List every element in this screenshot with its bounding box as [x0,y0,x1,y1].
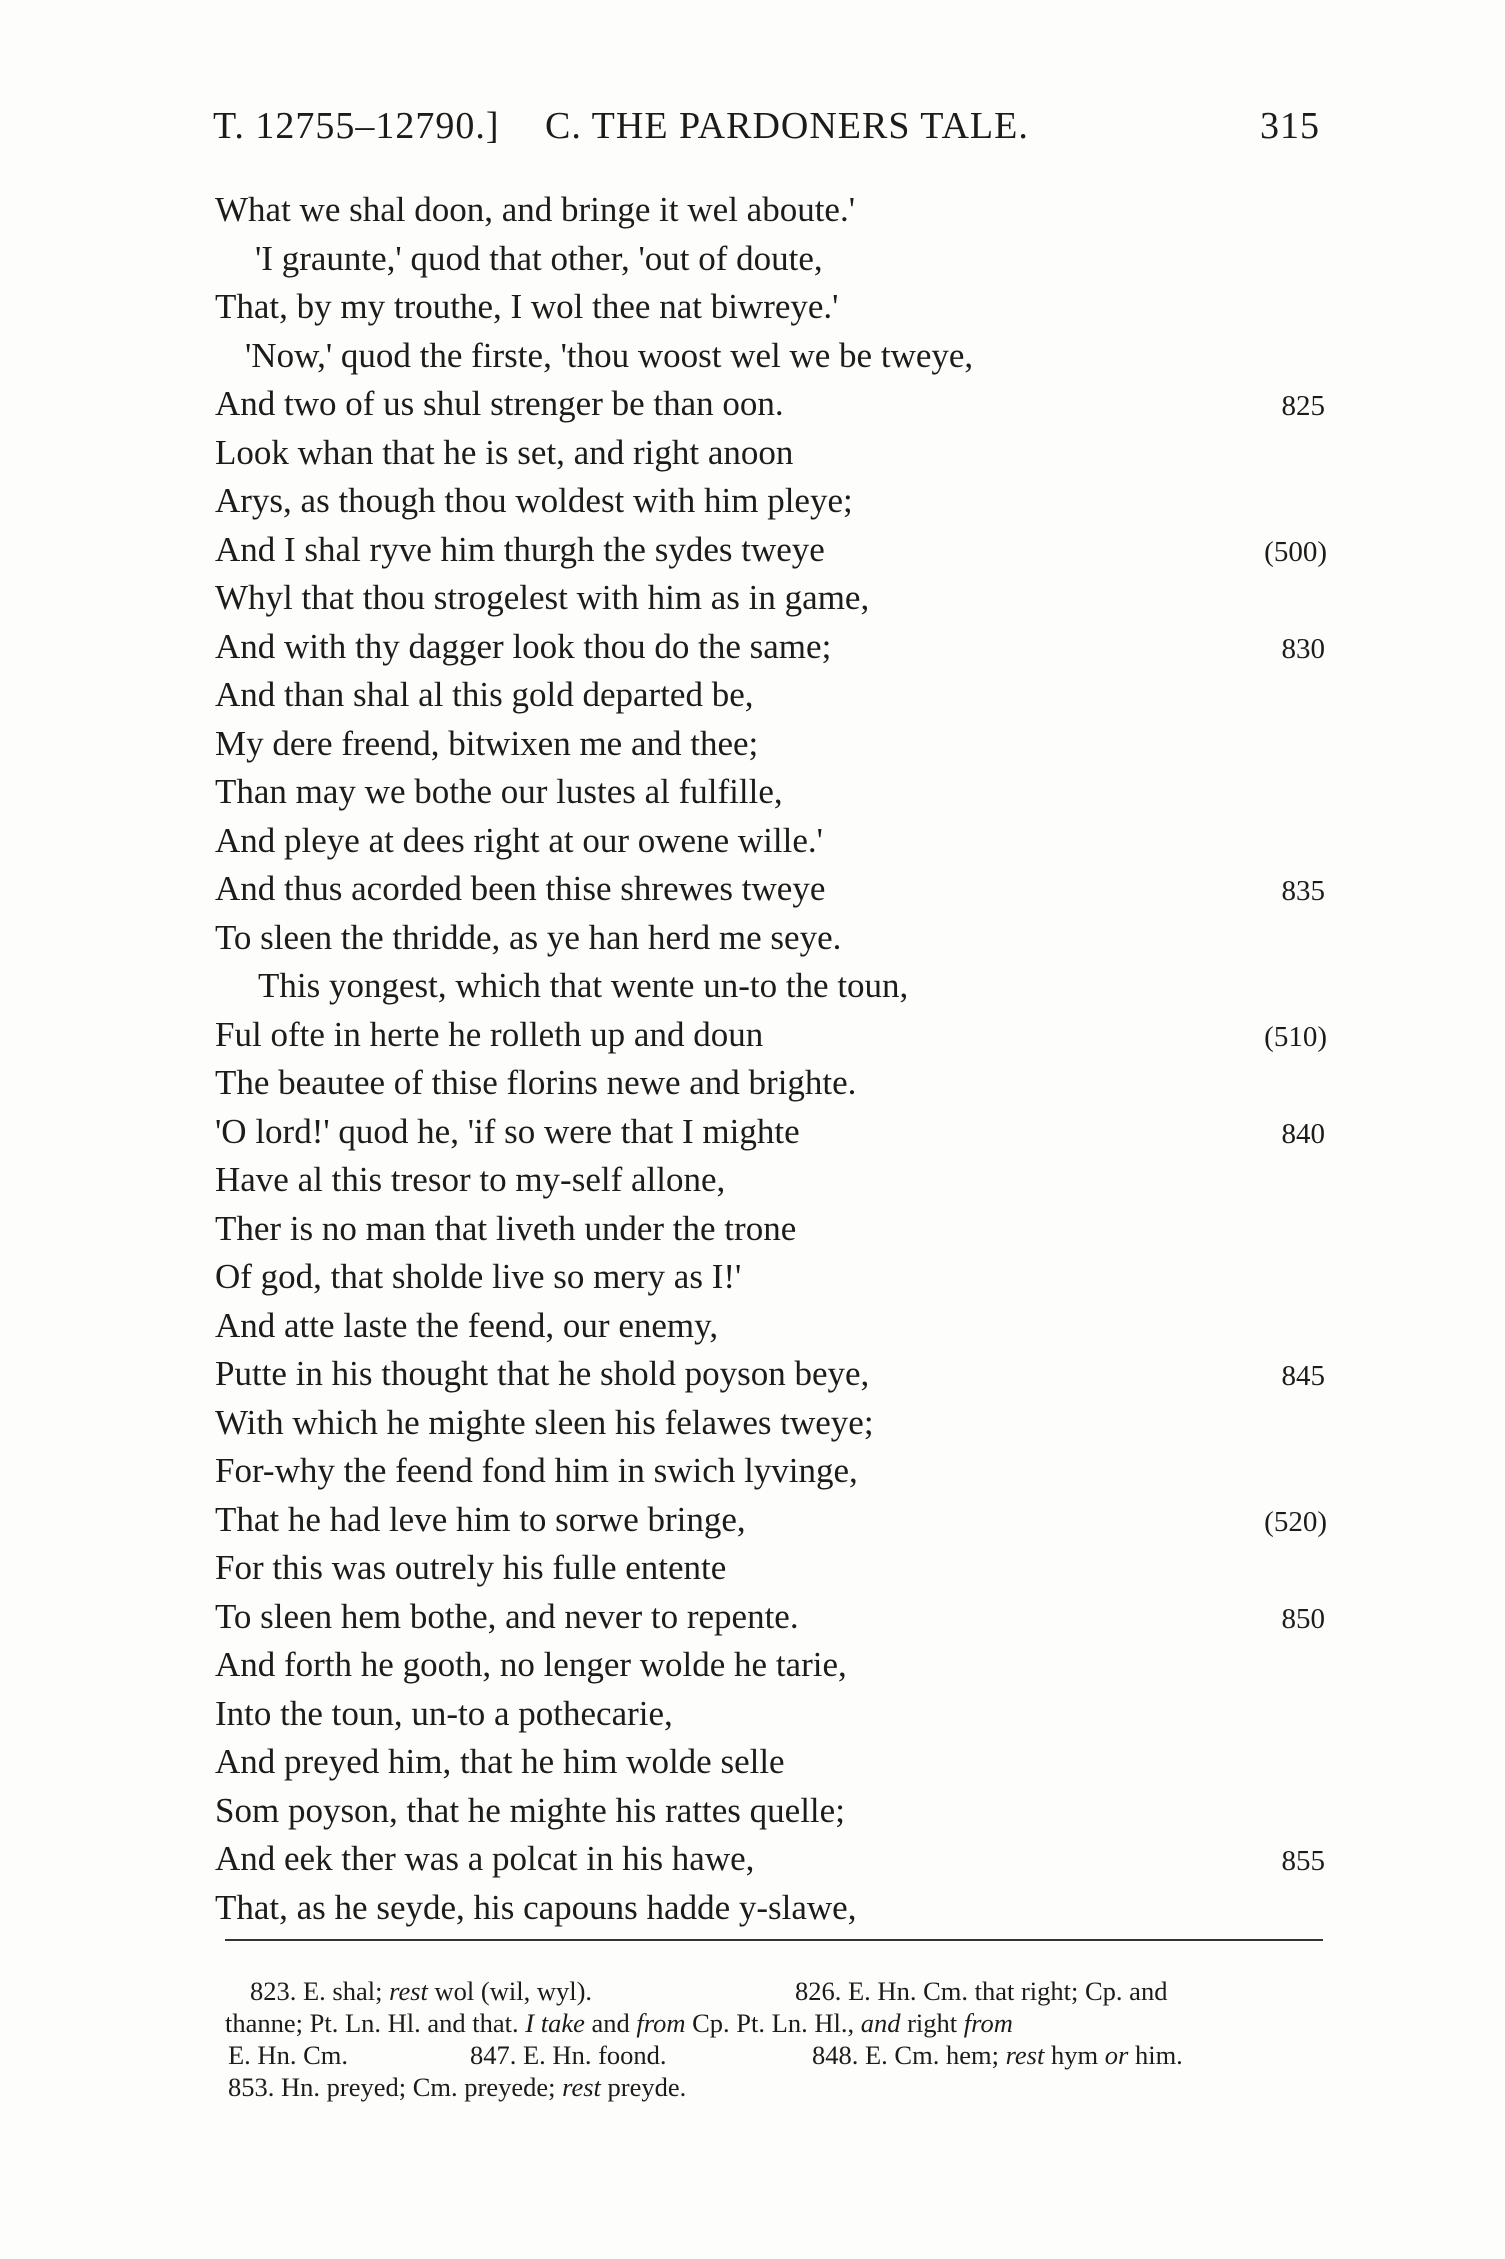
verse-text: And forth he gooth, no lenger wolde he tarie, [215,1645,847,1684]
verse-line [0,1255,1505,1304]
footnote-divider [225,1939,1323,1941]
line-number: 855 [1281,1845,1325,1877]
page-number: 315 [1260,105,1320,147]
verse-text: That, by my trouthe, I wol thee nat biwreye.' [215,287,839,326]
line-number: 850 [1281,1602,1325,1635]
verse-text: My dere freend, bitwixen me and thee; [215,723,759,763]
line-number: 830 [1281,632,1325,665]
verse-text: Putte in his thought that he shold poyson beye, [215,1354,870,1393]
verse-line [0,1061,1505,1110]
verse-text: And with thy dagger look thou do the same; [215,626,832,666]
verse-line [0,1595,1505,1644]
verse-line [0,576,1505,625]
verse-line [0,1886,1505,1935]
footnote-line: thanne; Pt. Ln. Hl. and that. I take and from Cp. Pt. Ln. Hl., and right from [225,2008,1013,2038]
verse-line [0,1449,1505,1498]
line-number: 825 [1281,390,1325,422]
verse-text: Ful ofte in herte he rolleth up and doun [215,1014,764,1054]
verse-line [0,1692,1505,1741]
verse-line [0,1110,1505,1159]
verse-line [0,1352,1505,1401]
verse-text: Ther is no man that liveth under the trone [215,1208,797,1248]
verse-text: And than shal al this gold departed be, [215,675,754,714]
verse-line [0,1158,1505,1207]
verse-text: 'Now,' quod the firste, 'thou woost wel we be tweye, [245,335,974,375]
verse-line [0,1789,1505,1838]
verse-text: And eek ther was a polcat in his hawe, [215,1839,755,1878]
verse-line [0,1740,1505,1789]
verse-text: And I shal ryve him thurgh the sydes tweye [215,529,825,569]
verse-line [0,188,1505,237]
verse-text: Som poyson, that he mighte his rattes quelle; [215,1790,845,1830]
verse-line [0,1837,1505,1886]
verse-text: Into the toun, un-to a pothecarie, [215,1693,673,1733]
footnotes [0,1975,1505,2103]
verse-text: 'O lord!' quod he, 'if so were that I mighte [215,1111,800,1151]
page-title: C. THE PARDONERS TALE. [545,105,1029,147]
verse-line [0,1643,1505,1692]
verse-line [0,528,1505,577]
line-number: (500) [1264,535,1327,568]
verse-text: 'I graunte,' quod that other, 'out of doute, [255,238,823,278]
verse-line [0,1498,1505,1547]
verse-text: Look whan that he is set, and right anoon [215,432,794,472]
verse-line [0,964,1505,1013]
verse-text: Arys, as though thou woldest with him pleye; [215,481,853,520]
verse-line [0,1401,1505,1450]
line-number: (520) [1264,1505,1327,1538]
verse-text: That, as he seyde, his capouns hadde y-slawe, [215,1887,857,1927]
verse-text: For-why the feend fond him in swich lyvinge, [215,1451,858,1490]
verse-line [0,1207,1505,1256]
verse-line [0,625,1505,674]
line-reference: T. 12755–12790.] [213,105,500,147]
verse-text: The beautee of thise florins newe and brighte. [215,1063,857,1102]
verse-line [0,431,1505,480]
verse-text: Have al this tresor to my-self allone, [215,1160,726,1199]
verse-line [0,770,1505,819]
verse-text: To sleen the thridde, as ye han herd me seye. [215,917,842,957]
verse-text: For this was outrely his fulle entente [215,1548,727,1587]
verse-text: That he had leve him to sorwe bringe, [215,1499,746,1539]
verse-line [0,382,1505,431]
footnote-line: 853. Hn. preyed; Cm. preyede; rest preyde. [228,2072,687,2102]
running-header [213,104,1320,154]
verse-text: And pleye at dees right at our owene wille.' [215,820,823,860]
verse-text: This yongest, which that wente un-to the toun, [258,966,909,1005]
verse-line [0,819,1505,868]
verse-line [0,867,1505,916]
verse-text: And preyed him, that he him wolde selle [215,1742,785,1781]
line-number: 845 [1281,1360,1325,1392]
line-number: (510) [1264,1020,1327,1053]
verse-text: Of god, that sholde live so mery as I!' [215,1257,742,1296]
footnote-line: 823. E. shal; rest wol (wil, wyl). 826. E. Hn. Cm. that right; Cp. and [250,1976,1168,2006]
verse-line [0,1013,1505,1062]
verse-line [0,1546,1505,1595]
footnote-line: E. Hn. Cm. 847. E. Hn. foond. 848. E. Cm. hem; rest hym or him. [228,2040,1183,2070]
verse-line [0,237,1505,286]
line-number: 835 [1281,875,1325,907]
verse-line [0,334,1505,383]
verse-text: To sleen hem bothe, and never to repente. [215,1596,799,1636]
verse-text: Than may we bothe our lustes al fulfille, [215,772,783,811]
verse-text: And two of us shul strenger be than oon. [215,384,784,423]
verse-line [0,916,1505,965]
verse-text: Whyl that thou strogelest with him as in game, [215,578,870,617]
verse-text: What we shal doon, and bringe it wel aboute.' [215,190,856,229]
line-number: 840 [1281,1117,1325,1150]
verse-line [0,479,1505,528]
verse-text: With which he mighte sleen his felawes tweye; [215,1402,874,1442]
verse-line [0,1304,1505,1353]
verse-line [0,722,1505,771]
verse-line [0,673,1505,722]
verse-text: And atte laste the feend, our enemy, [215,1305,719,1345]
verse-text: And thus acorded been thise shrewes tweye [215,869,826,908]
poem-text [0,188,1505,1934]
verse-line [0,285,1505,334]
